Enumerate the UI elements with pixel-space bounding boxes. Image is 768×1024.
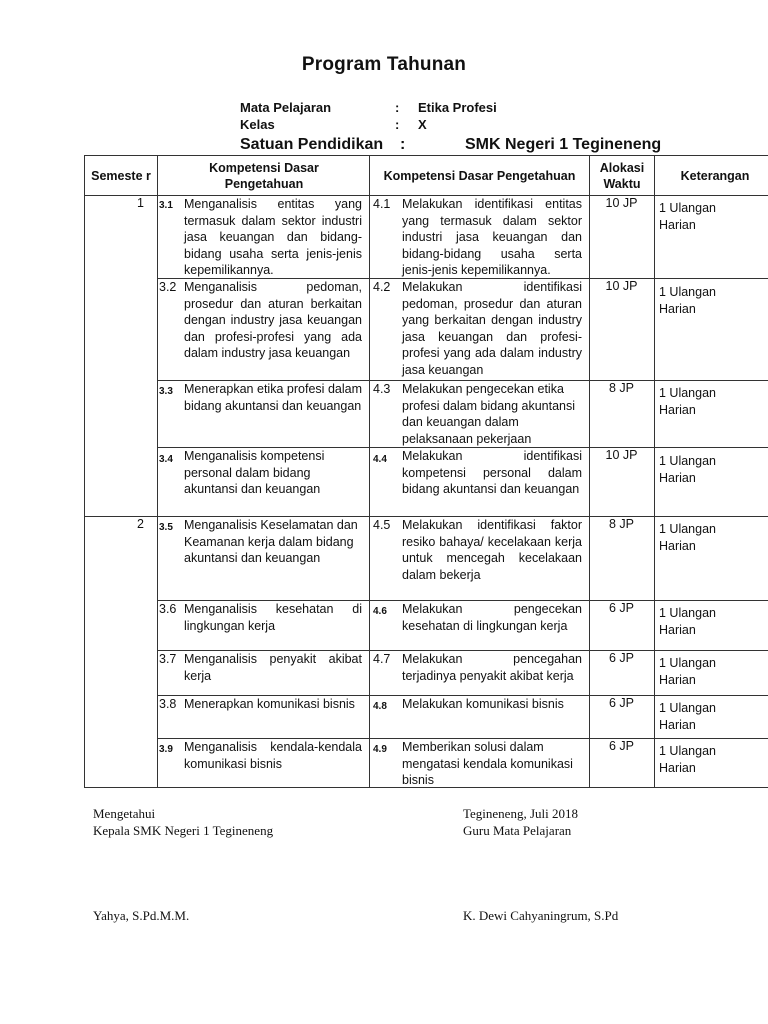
alokasi-waktu: 10 JP <box>605 279 638 293</box>
keterangan: 1 Ulangan Harian <box>659 701 716 732</box>
satuan-value: SMK Negeri 1 Tegineneng <box>465 136 662 153</box>
kelas-label: Kelas <box>240 117 275 132</box>
kd2-number: 4.3 <box>373 382 391 396</box>
kd-number: 3.6 <box>159 602 177 616</box>
page-title: Program Tahunan <box>301 54 467 75</box>
mata-pelajaran-label: Mata Pelajaran <box>240 100 332 115</box>
alokasi-waktu: 6 JP <box>608 601 634 615</box>
kd-text: Menerapkan komunikasi bisnis <box>184 697 355 711</box>
header-semester: Semeste r <box>91 168 151 183</box>
kd2-text: Melakukan identifikasi kompetensi personal dalam bidang akuntansi dan keuangan <box>402 449 582 496</box>
footer-left-name: Yahya, S.Pd.M.M. <box>93 908 190 923</box>
kd2-number: 4.4 <box>373 454 387 465</box>
col-line <box>157 155 158 788</box>
alokasi-waktu: 6 JP <box>608 739 634 753</box>
mata-pelajaran-value: Etika Profesi <box>418 100 497 115</box>
kd2-text: Melakukan pengecekan kesehatan di lingkungan kerja <box>402 602 582 633</box>
kd2-text: Melakukan komunikasi bisnis <box>402 697 564 711</box>
keterangan: 1 Ulangan Harian <box>659 522 716 553</box>
kd2-number: 4.2 <box>373 280 391 294</box>
kd-number: 3.2 <box>159 280 177 294</box>
alokasi-waktu: 6 JP <box>608 696 634 710</box>
kd2-number: 4.8 <box>373 701 387 712</box>
col-line <box>84 155 85 788</box>
kd2-number: 4.7 <box>373 652 391 666</box>
kd2-text: Melakukan identifikasi pedoman, prosedur dan aturan yang berkaitan dengan industry jasa keuangan dan profesi-profesi yang ada dalam industry jasa keuangan <box>402 280 582 377</box>
kd2-text: Melakukan identifikasi entitas yang termasuk dalam sektor industri jasa keuangan dan bidang-bidang usaha serta jenis-jenis kepemilikannya. <box>402 197 582 277</box>
keterangan: 1 Ulangan Harian <box>659 606 716 637</box>
semester-1: 1 <box>137 196 144 210</box>
kd2-text: Melakukan pengecekan etika profesi dalam bidang akuntansi dan keuangan dalam pelaksanaan pekerjaan <box>402 382 576 446</box>
kd2-text: Melakukan identifikasi faktor resiko bahaya/ kecelakaan kerja untuk mencegah kecelakaan dalam bekerja <box>402 518 582 582</box>
keterangan: 1 Ulangan Harian <box>659 454 716 485</box>
kd2-number: 4.9 <box>373 744 387 755</box>
kd2-text: Memberikan solusi dalam mengatasi kendala komunikasi bisnis <box>402 740 573 787</box>
keterangan: 1 Ulangan Harian <box>659 285 716 316</box>
header-kd-pengetahuan-2: Kompetensi Dasar Pengetahuan <box>383 168 576 183</box>
keterangan: 1 Ulangan Harian <box>659 744 716 775</box>
kd-text: Menganalisis kesehatan di lingkungan kerja <box>184 602 362 633</box>
kd-text: Menganalisis Keselamatan dan Keamanan kerja dalam bidang akuntansi dan keuangan <box>184 518 358 565</box>
col-line <box>589 155 590 788</box>
keterangan: 1 Ulangan Harian <box>659 386 716 417</box>
kd-text: Menerapkan etika profesi dalam bidang akuntansi dan keuangan <box>184 382 362 413</box>
separator: : <box>400 136 406 153</box>
separator: : <box>395 100 400 115</box>
footer-left-line2: Kepala SMK Negeri 1 Tegineneng <box>93 823 274 838</box>
kd-number: 3.8 <box>159 697 177 711</box>
header-keterangan: Keterangan <box>680 168 750 183</box>
footer-left-line1: Mengetahui <box>93 806 156 821</box>
footer-right-line1: Tegineneng, Juli 2018 <box>463 806 578 821</box>
keterangan: 1 Ulangan Harian <box>659 656 716 687</box>
kelas-value: X <box>418 117 427 132</box>
program-table <box>84 155 768 788</box>
kd-number: 3.5 <box>159 522 173 533</box>
alokasi-waktu: 8 JP <box>608 381 634 395</box>
alokasi-waktu: 8 JP <box>608 517 634 531</box>
kd-number: 3.4 <box>159 454 173 465</box>
col-line <box>369 155 370 788</box>
satuan-label: Satuan Pendidikan <box>240 136 384 153</box>
kd2-number: 4.1 <box>373 197 391 211</box>
footer-right-line2: Guru Mata Pelajaran <box>463 823 572 838</box>
kd-number: 3.7 <box>159 652 177 666</box>
kd-text: Menganalisis kendala-kendala komunikasi bisnis <box>184 740 362 771</box>
kd2-number: 4.5 <box>373 518 391 532</box>
footer-right-name: K. Dewi Cahyaningrum, S.Pd <box>463 908 619 923</box>
alokasi-waktu: 10 JP <box>605 196 638 210</box>
kd2-text: Melakukan pencegahan terjadinya penyakit akibat kerja <box>402 652 582 683</box>
header-alokasi-waktu: Alokasi Waktu <box>599 160 645 191</box>
header-kd-pengetahuan: Kompetensi Dasar Pengetahuan <box>209 160 319 191</box>
kd-text: Menganalisis entitas yang termasuk dalam sektor industri jasa keuangan dan bidang-bidang usaha serta jenis-jenis kepemilikannya. <box>184 197 362 277</box>
kd-text: Menganalisis penyakit akibat kerja <box>184 652 362 683</box>
alokasi-waktu: 10 JP <box>605 448 638 462</box>
kd-number: 3.1 <box>159 200 173 211</box>
alokasi-waktu: 6 JP <box>608 651 634 665</box>
separator: : <box>395 117 400 132</box>
kd-text: Menganalisis kompetensi personal dalam bidang akuntansi dan keuangan <box>184 449 325 496</box>
kd-text: Menganalisis pedoman, prosedur dan aturan berkaitan dengan industry jasa keuangan dan profesi-profesi yang ada dalam industry jasa keuangan <box>184 280 362 360</box>
semester-2: 2 <box>137 517 144 531</box>
col-line <box>654 155 655 788</box>
kd-number: 3.3 <box>159 386 173 397</box>
keterangan: 1 Ulangan Harian <box>659 201 716 232</box>
kd-number: 3.9 <box>159 744 173 755</box>
kd2-number: 4.6 <box>373 606 387 617</box>
